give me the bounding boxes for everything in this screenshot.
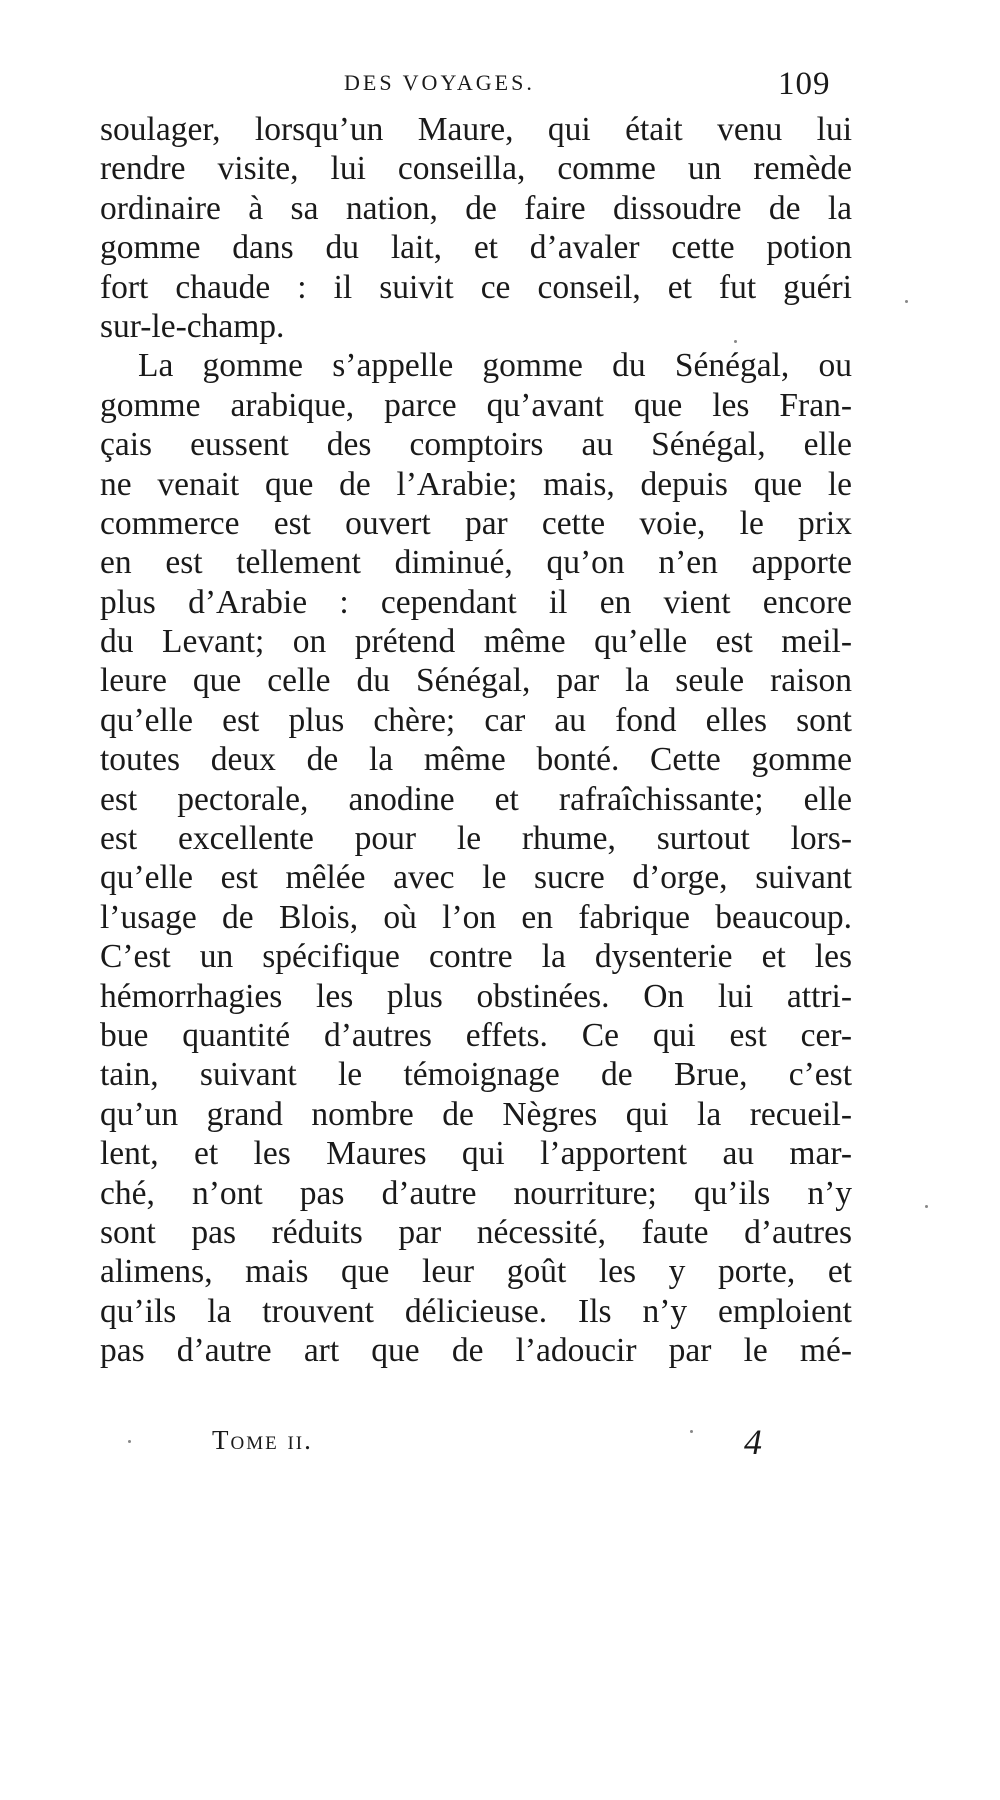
text-line: pas d’autre art que de l’adoucir par le mé- (100, 1332, 852, 1370)
text-line: est pectorale, anodine et rafraîchissante; elle (100, 780, 852, 818)
print-speck (734, 340, 737, 343)
text-line: çais eussent des comptoirs au Sénégal, elle (100, 426, 852, 464)
text-line: qu’elle est mêlée avec le sucre d’orge, suivant (100, 859, 852, 897)
text-line: sur-le-champ. (100, 307, 285, 345)
running-title: DES VOYAGES. (344, 70, 535, 95)
print-speck (128, 1440, 131, 1443)
print-speck (690, 1430, 693, 1433)
text-line: soulager, lorsqu’un Maure, qui était venu lui (100, 111, 852, 148)
volume-signature: Tome ii. (212, 1425, 313, 1455)
print-speck (905, 300, 908, 303)
text-line: qu’elle est plus chère; car au fond elles sont (100, 701, 852, 739)
text-line: sont pas réduits par nécessité, faute d’autres (100, 1213, 852, 1251)
text-line: ne venait que de l’Arabie; mais, depuis que le (100, 465, 852, 503)
text-line: commerce est ouvert par cette voie, le prix (100, 504, 852, 542)
text-line: qu’un grand nombre de Nègres qui la recueil- (100, 1095, 852, 1133)
text-line: rendre visite, lui conseilla, comme un remède (100, 150, 852, 188)
text-line: est excellente pour le rhume, surtout lors- (100, 820, 852, 858)
text-line: leure que celle du Sénégal, par la seule raison (100, 662, 852, 700)
text-line: bue quantité d’autres effets. Ce qui est cer- (100, 1016, 852, 1054)
text-line: qu’ils la trouvent délicieuse. Ils n’y emploient (100, 1292, 852, 1330)
text-line: gomme dans du lait, et d’avaler cette potion (100, 229, 852, 267)
text-line: ché, n’ont pas d’autre nourriture; qu’ils n’y (100, 1174, 852, 1212)
page-footer (0, 1422, 1000, 1470)
text-line: plus d’Arabie : cependant il en vient encore (100, 583, 852, 621)
text-line: tain, suivant le témoignage de Brue, c’est (100, 1056, 852, 1094)
text-line: ordinaire à sa nation, de faire dissoudre de la (100, 189, 852, 227)
print-speck (925, 1205, 928, 1208)
text-line: toutes deux de la même bonté. Cette gomme (100, 741, 852, 779)
running-head (0, 66, 1000, 106)
text-line: gomme arabique, parce qu’avant que les Fran- (100, 386, 852, 424)
signature-mark: 4 (744, 1422, 762, 1462)
text-line: du Levant; on prétend même qu’elle est meil- (100, 623, 852, 661)
text-line: en est tellement diminué, qu’on n’en apporte (100, 544, 852, 582)
text-line: fort chaude : il suivit ce conseil, et fut guéri (100, 268, 852, 306)
text-line: alimens, mais que leur goût les y porte, et (100, 1253, 852, 1291)
text-line: C’est un spécifique contre la dysenterie et les (100, 938, 852, 976)
text-line: hémorrhagies les plus obstinées. On lui attri- (100, 977, 852, 1015)
paragraph-start-line: La gomme s’appelle gomme du Sénégal, ou (138, 347, 852, 385)
page-number: 109 (778, 66, 831, 102)
text-line: lent, et les Maures qui l’apportent au mar- (100, 1135, 852, 1173)
body-text (100, 110, 852, 1371)
text-line: l’usage de Blois, où l’on en fabrique beaucoup. (100, 898, 852, 936)
